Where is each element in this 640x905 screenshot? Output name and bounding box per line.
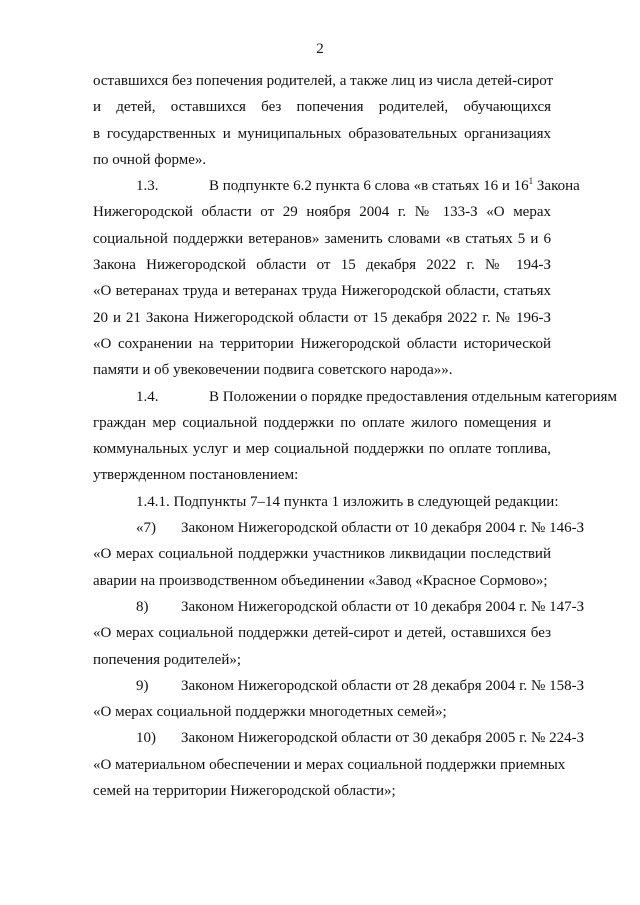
text-fragment: Законом Нижегородской области от 10 декабря 2004 г. № 146-З — [181, 520, 585, 537]
text-line: «О сохранении на территории Нижегородской области исторической — [93, 335, 551, 352]
text-line: аварии на производственном объединении «Завод «Красное Сормово»; — [93, 572, 548, 589]
text-line: памяти и об увековечении подвига советского народа»». — [93, 362, 453, 379]
text-line: коммунальных услуг и мер социальной поддержки по оплате топлива, — [93, 441, 551, 458]
text-line: Нижегородской области от 29 ноября 2004 г. № 133-З «О мерах — [93, 204, 551, 221]
text-line: «О ветеранах труда и ветеранах труда Нижегородской области, статьях — [93, 283, 551, 300]
paragraph-1-4-1: 1.4.1. Подпункты 7–14 пункта 1 изложить в следующей редакции: — [136, 493, 559, 510]
list-item-9-first-line — [93, 673, 585, 699]
text-fragment: Закона — [533, 178, 580, 195]
text-line: Закона Нижегородской области от 15 декабря 2022 г. № 194-З — [93, 257, 551, 274]
list-item-7-first-line — [93, 515, 585, 541]
list-item-number: 10) — [136, 730, 156, 747]
text-line: утвержденном постановлением: — [93, 467, 299, 484]
text-line: «О мерах социальной поддержки участников ликвидации последствий — [93, 546, 551, 563]
text-line: по очной форме». — [93, 151, 207, 168]
list-item-number: «7) — [136, 520, 156, 537]
text-line: попечения родителей»; — [93, 651, 242, 668]
text-line: и детей, оставшихся без попечения родителей, обучающихся — [93, 99, 551, 116]
paragraph-1-4-first-line — [93, 384, 617, 410]
text-fragment: Законом Нижегородской области от 30 декабря 2005 г. № 224-З — [181, 730, 585, 747]
paragraph-number: 1.4. — [136, 388, 159, 405]
list-item-number: 8) — [136, 598, 149, 615]
text-line: граждан мер социальной поддержки по оплате жилого помещения и — [93, 414, 551, 431]
text-fragment: В подпункте 6.2 пункта 6 слова «в статьях 16 и 16 — [209, 178, 529, 195]
superscript: 1 — [528, 176, 534, 187]
list-item-number: 9) — [136, 677, 149, 694]
text-line: «О мерах социальной поддержки многодетных семей»; — [93, 704, 447, 721]
text-line: 20 и 21 Закона Нижегородской области от 15 декабря 2022 г. № 196-З — [93, 309, 551, 326]
list-item-10-first-line — [93, 725, 585, 751]
text-line: в государственных и муниципальных образовательных организациях — [93, 125, 551, 142]
page-number: 2 — [316, 41, 324, 57]
document-body — [93, 68, 617, 804]
text-line: «О материальном обеспечении и мерах социальной поддержки приемных — [93, 756, 566, 773]
paragraph-1-3-first-line — [93, 173, 580, 199]
text-line: оставшихся без попечения родителей, а также лиц из числа детей-сирот — [93, 73, 554, 89]
text-line: социальной поддержки ветеранов» заменить словами «в статьях 5 и 6 — [93, 230, 551, 247]
text-fragment: Законом Нижегородской области от 10 декабря 2004 г. № 147-З — [181, 598, 585, 615]
list-item-8-first-line — [93, 594, 585, 620]
text-fragment: В Положении о порядке предоставления отдельным категориям — [209, 388, 617, 405]
text-fragment: Законом Нижегородской области от 28 декабря 2004 г. № 158-З — [181, 677, 585, 694]
text-line: «О мерах социальной поддержки детей-сирот и детей, оставшихся без — [93, 625, 551, 642]
text-line: семей на территории Нижегородской области»; — [93, 783, 396, 800]
paragraph-number: 1.3. — [136, 178, 159, 195]
